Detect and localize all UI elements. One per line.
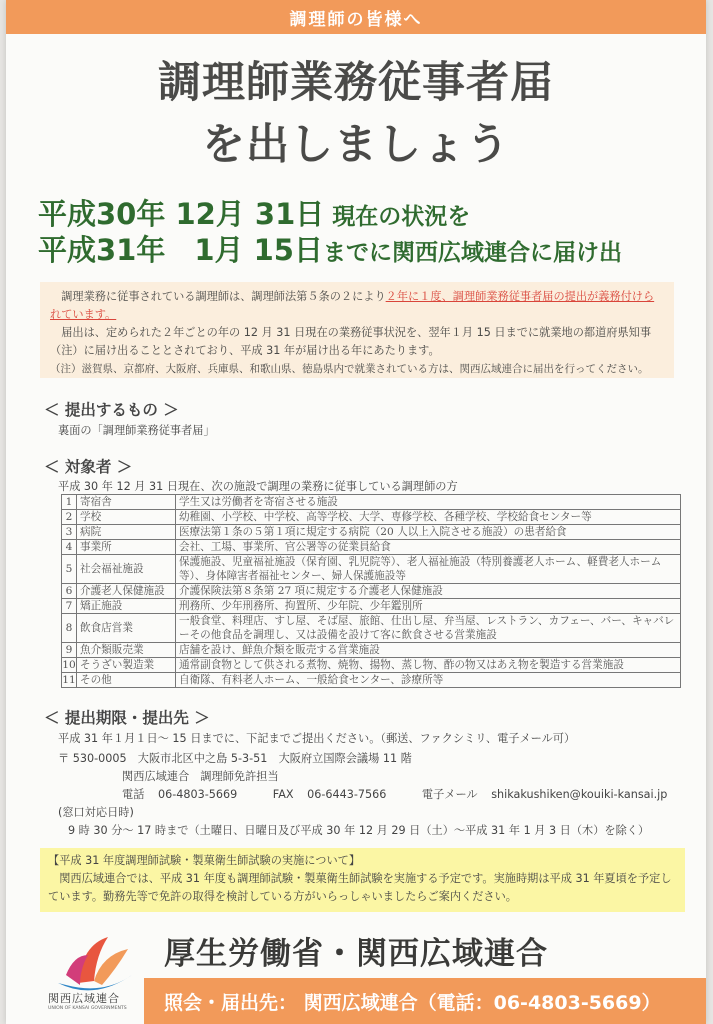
table-row: [62, 658, 681, 673]
date-2-text: までに関西広域連合に届け出: [323, 240, 622, 266]
postal-address: 〒 530-0005 大阪市北区中之島 5-3-51 大阪府立国際会議場 11 階: [58, 752, 412, 765]
date-line-2: [38, 228, 622, 269]
tel-number: 06-4803-5669: [157, 788, 238, 801]
table-cell-cat: 魚介類販売業: [77, 643, 176, 658]
table-cell-no: 11: [62, 674, 76, 686]
targets-intro: 平成 30 年 12 月 31 日現在、次の施設で調理の業務に従事している調理師の方: [58, 480, 458, 493]
issuer-title: 厚生労働省・関西広域連合: [164, 936, 548, 972]
table-cell-no: 7: [62, 599, 77, 614]
table-cell-cat: 学校: [77, 510, 176, 525]
table-cell-no: 10: [62, 659, 76, 671]
table-cell-no: 4: [62, 540, 77, 555]
tel-label: 電話: [122, 788, 145, 801]
table-row: [62, 614, 681, 643]
table-row: [62, 643, 681, 658]
table-cell-cat: 矯正施設: [77, 599, 176, 614]
table-cell-cat: 寄宿舎: [77, 495, 176, 510]
table-cell-desc: 幼稚園、小学校、中学校、高等学校、大学、専修学校、各種学校、学校給食センター等: [176, 510, 681, 525]
notice-paragraph-1: 調理業務に従事されている調理師は、調理師法第５条の２により２年に１度、調理師業務従事者届の提出が義務付けられています。: [50, 290, 655, 321]
table-cell-desc: 一般食堂、料理店、すし屋、そば屋、旅館、仕出し屋、弁当屋、レストラン、カフェー、バー、キャバレーその他食品を調理し、又は設備を設けて客に飲食させる営業施設: [176, 614, 681, 643]
date-1: 平成30年 12月 31日: [38, 197, 325, 231]
table-cell-cat: 介護老人保健施設: [77, 584, 176, 599]
table-cell-no: 6: [62, 584, 77, 599]
targets-heading: ＜ 対象者 ＞: [44, 458, 133, 476]
table-row: [62, 673, 681, 688]
table-cell-no: 9: [62, 643, 77, 658]
fax-label: FAX: [272, 788, 294, 801]
title-line-2: を出しましょう: [202, 120, 510, 170]
table-row: [62, 510, 681, 525]
table-cell-desc: 会社、工場、事業所、官公署等の従業員給食: [176, 540, 681, 555]
exam-title: 【平成 31 年度調理師試験・製菓衛生師試験の実施について】: [48, 854, 361, 867]
table-cell-cat: その他: [77, 673, 176, 688]
table-cell-cat: 社会福祉施設: [77, 555, 176, 584]
date-1-text: 現在の状況を: [324, 204, 471, 230]
table-cell-desc: 学生又は労働者を寄宿させる施設: [176, 495, 681, 510]
table-cell-desc: 自衛隊、有料老人ホーム、一般給食センター、診療所等: [176, 673, 681, 688]
table-cell-cat: 事業所: [77, 540, 176, 555]
table-cell-no: 5: [62, 555, 77, 584]
notice-note: （注）滋賀県、京都府、大阪府、兵庫県、和歌山県、徳島県内で就業されている方は、関西広域連合に届出を行ってください。: [50, 363, 649, 375]
table-cell-cat: 病院: [77, 525, 176, 540]
table-cell-desc: 店舗を設け、鮮魚介類を販売する営業施設: [176, 643, 681, 658]
contact-band: 照会・届出先： 関西広域連合（電話：06-4803-5669）: [144, 978, 706, 1024]
table-cell-no: 2: [62, 510, 77, 525]
title-line-1: 調理師業務従事者届: [158, 58, 554, 108]
mail-label: 電子メール: [421, 788, 478, 801]
email-link[interactable]: shikakushiken@kouiki-kansai.jp: [491, 788, 668, 801]
obligation-text: ２年に１度、調理師業務従事者届の提出が義務付けられています。: [50, 290, 655, 321]
table-cell-desc: 保護施設、児童福祉施設（保育園、乳児院等）、老人福祉施設（特別養護老人ホーム、軽費老人ホーム等）、身体障害者福祉センター、婦人保護施設等: [176, 555, 681, 584]
date-line-1: [38, 192, 470, 233]
table-row: [62, 599, 681, 614]
main-title: [6, 52, 706, 176]
logo-subtitle: UNION OF KANSAI GOVERNMENTS: [48, 1006, 127, 1011]
table-cell-cat: 飲食店営業: [77, 614, 176, 643]
table-cell-desc: 医療法第１条の５第１項に規定する病院（20 人以上入院させる施設）の患者給食: [176, 525, 681, 540]
table-row: [62, 540, 681, 555]
date-2: 平成31年 1月 15日: [38, 233, 323, 267]
header-band: 調理師の皆様へ: [6, 0, 706, 34]
table-cell-no: 8: [62, 614, 77, 643]
table-row: [62, 555, 681, 584]
deadline-heading: ＜ 提出期限・提出先 ＞: [44, 709, 210, 727]
flyer-page: [6, 0, 706, 1024]
logo-wave-blue: [58, 975, 132, 990]
table-cell-desc: 通常副食物として供される煮物、焼物、揚物、蒸し物、酢の物又はあえ物を製造する営業施設: [176, 658, 681, 673]
table-cell-desc: 介護保険法第８条第 27 項に規定する介護老人保健施設: [176, 584, 681, 599]
table-cell-desc: 刑務所、少年刑務所、拘置所、少年院、少年鑑別所: [176, 599, 681, 614]
targets-table: [61, 494, 681, 688]
notice-paragraph-2: 届出は、定められた２年ごとの年の 12 月 31 日現在の業務従事状況を、翌年１月 15 日までに就業地の都道府県知事（注）に届け出ることとされており、平成 31 年が届け出る年にあたります。: [50, 326, 652, 357]
contact-line: [122, 786, 667, 802]
table-cell-no: 3: [62, 525, 77, 540]
exam-box: [40, 848, 685, 912]
logo-name: 関西広域連合: [48, 992, 120, 1005]
fax-number: 06-6443-7566: [307, 788, 387, 801]
table-row: [62, 495, 681, 510]
exam-text: 関西広域連合では、平成 31 年度も調理師試験・製菓衛生師試験を実施する予定です。実施時期は平成 31 年夏頃を予定しています。勤務先等で免許の取得を検討している方がいらっしゃいましたらご案内ください。: [48, 872, 672, 903]
hours-text: 9 時 30 分～ 17 時まで（土曜日、日曜日及び平成 30 年 12 月 29 日（土）～平成 31 年 1 月 3 日（木）を除く）: [68, 824, 650, 837]
table-row: [62, 584, 681, 599]
submit-heading: ＜ 提出するもの ＞: [44, 401, 179, 419]
table-cell-no: 1: [62, 495, 77, 510]
deadline-text: 平成 31 年１月１日～ 15 日までに、下記までご提出ください。（郵送、ファクシミリ、電子メール可）: [58, 732, 576, 745]
notice-box: [40, 282, 674, 378]
table-cell-cat: そうざい製造業: [77, 658, 176, 673]
hours-label: (窓口対応日時): [58, 806, 134, 819]
table-row: [62, 525, 681, 540]
office-name: 関西広域連合 調理師免許担当: [122, 770, 279, 783]
submit-text: 裏面の「調理師業務従事者届」: [58, 424, 215, 437]
